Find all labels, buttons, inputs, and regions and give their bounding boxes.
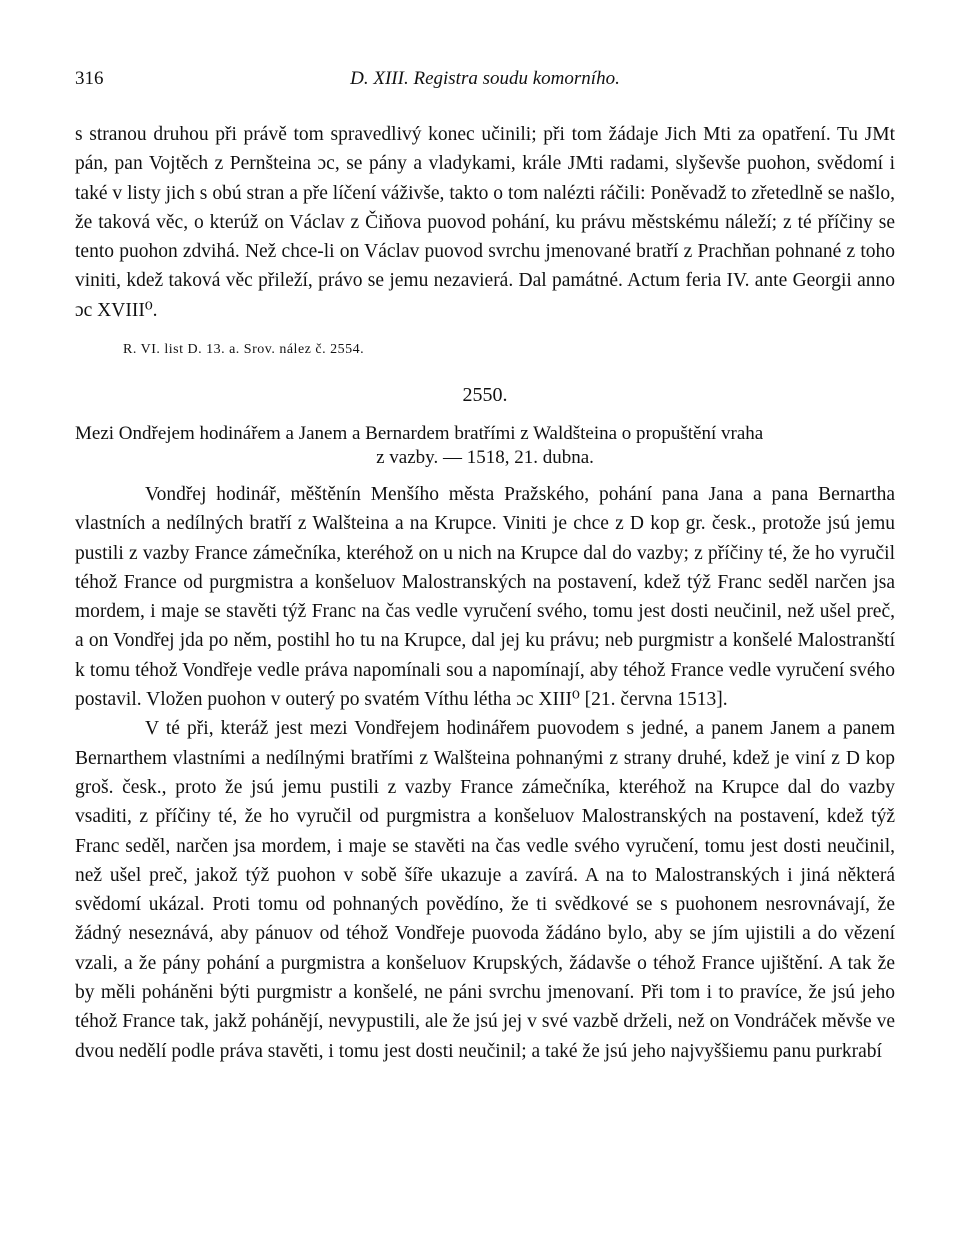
entry-paragraph: Vondřej hodinář, měštěnín Menšího města Pražského, pohání pana Jana a pana Bernartha vlastních a nedílných bratří z Walšteina a na Krupce. Viniti je chce z D kop gr. česk., protože jsú jemu pustili z vazby France zámečníka, kteréhož on u nich na Krupce dal do vazby; z příčiny té, že ho vyručil téhož France od purgmistra a konšeluov Malostranských na postavení, kdež týž Franc seděl narčen jsa mordem, i maje se stavěti týž Franc na čas vedle vyručení svého, tomu jest dosti neučinil, než ušel preč, a on Vondřej jda po něm, postihl ho tu na Krupce, dal jej ku právu; neb purgmistr a konšelé Malostranští k tomu téhož Vondřeje vedle práva napomínali sou a napomínají, aby téhož France vedle vyručení svého postavil. Vložen puohon v outerý po svatém Víthu létha ɔc XIII⁰ [21. června 1513].	[75, 484, 895, 711]
entry-paragraph: V té při, kteráž jest mezi Vondřejem hodinářem puovodem s jedné, a panem Janem a panem Bernarthem vlastními a nedílnými bratřími z Walšteina pohnanými z strany druhé, kdež je viní z D kop groš. česk., proto že jsú jemu pustili z vazby France zámečníka, kteréhož na Krupce dal do vazby vsaditi, z příčiny té, že ho vyručil od purgmistra a konšeluov Malostranských na postavení, kdež týž Franc seděl, narčen jsa mordem, i maje se stavěti na čas vedle svého vyručení, tomu jest dosti neučinil, než ušel preč, jakož týž puohon v sobě šíře ukazuje a zavírá. A na to Malostranských i jiná některá svědomí ukázal. Proti tomu od pohnaných povědíno, že ti svědkové se s puohonem nesrovnávají, že žádný neseznává, aby pánuov od téhož Vondřeje puovoda žádáno bylo, aby se jím ujistili a do vězení vzali, a že pány pohání a purgmistra a konšeluov Krupských, žádavše o téhož France ujištění. A tak že by měli poháněni býti purgmistr a konšelé, ne páni svrchu jmenovaní. Při tom i to pravíce, že jsú jeho téhož France tak, jakž pohánějí, nevypustili, ale že jsú jej v své vazbě drželi, než on Vondráček měvše ve dvou nedělí podle práva stavěti, i tomu jest dosti neučinil; a také že jsú jeho najvyššiemu panu purkrabí	[75, 718, 895, 1062]
running-title: D. XIII. Registra soudu komorního.	[350, 68, 620, 89]
carryover-paragraph: s stranou druhou při právě tom spravedlivý konec učinili; při tom žádaje Jich Mti za opatření. Tu JMt pán, pan Vojtěch z Pernšteina ɔc, se pány a vladykami, krále JMti radami, slyševše puohon, svědomí i také v listy jich s obú stran a pře líčení váživše, takto o tom nalézti ráčili: Poněvadž to zřetedlně se našlo, že taková věc, o kterúž on Václav z Čiňova puovod pohání, ku právu městskému náleží; z té příčiny se tento puohon zdvihá. Než chce-li on Václav puovod svrchu jmenované bratří z Prachňan pohnané z toho viniti, kdež taková věc přileží, právo se jemu nezavierá. Dal památné. Actum feria IV. ante Georgii anno ɔc XVIII⁰.	[75, 124, 895, 321]
entry-summary	[75, 422, 895, 470]
entry-number: 2550.	[462, 384, 508, 406]
entry-summary-tail: z vazby. — 1518, 21. dubna.	[376, 447, 594, 468]
page-number: 316	[75, 68, 104, 89]
carryover-paragraph-block	[75, 120, 895, 325]
source-reference: R. VI. list D. 13. a. Srov. nález č. 2554.	[123, 342, 365, 357]
entry-summary-main: Mezi Ondřejem hodinářem a Janem a Bernardem bratřími z Waldšteina o propuštění vraha	[75, 423, 764, 444]
entry-body	[75, 480, 895, 1066]
page-header	[75, 68, 895, 92]
